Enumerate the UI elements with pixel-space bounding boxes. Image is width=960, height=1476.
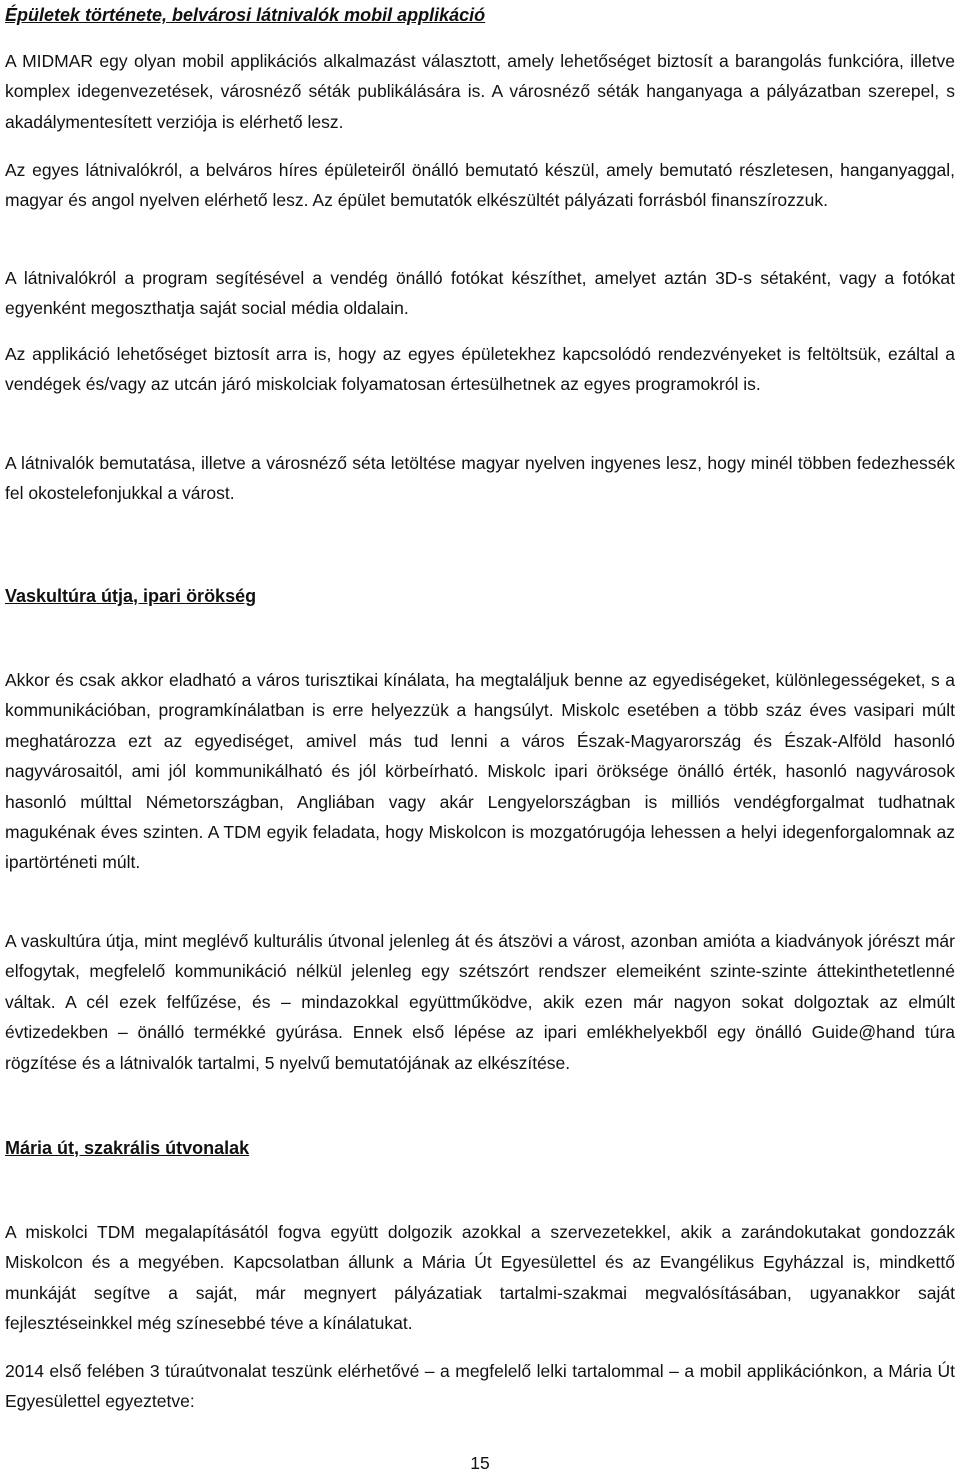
paragraph-free-download: A látnivalók bemutatása, illetve a városnéző séta letöltése magyar nyelven ingyenes lesz, hogy minél többen fedezhessék fel okostelefonjukkal a várost.	[5, 453, 955, 504]
paragraph-events-upload: Az applikáció lehetőséget biztosít arra is, hogy az egyes épületekhez kapcsolódó rendezvényeket is feltöltsük, ezáltal a vendégek és/vagy az utcán járó miskolciak folyamatosan értesülhetnek az egyes programokról is.	[5, 344, 955, 395]
paragraph-iron-route: A vaskultúra útja, mint meglévő kulturális útvonal jelenleg át és átszövi a várost, azonban amióta a kiadványok jórészt már elfogytak, megfelelő kommunikáció nélkül jelenleg egy szétszórt rendszer elemeiként szinte-szinte áttekinthetetlenné váltak. A cél ezek felfűzése, és – mindazokkal együttműködve, akik ezen már nagyon sokat dolgoztak az elmúlt évtizedekben – önálló termékké gyúrása. Ennek első lépése az ipari emlékhelyekből egy önálló Guide@hand túra rögzítése és a látnivalók tartalmi, 5 nyelvű bemutatójának az elkészítése.	[5, 931, 955, 1073]
paragraph-industrial-heritage: Akkor és csak akkor eladható a város turisztikai kínálata, ha megtaláljuk benne az egyediségeket, különlegességeket, s a kommunikációban, programkínálatban is erre helyezzük a hangsúlyt. Miskolc esetében a több száz éves vasipari múlt meghatározza ezt az egyediséget, amivel más tud lenni a város Észak-Magyarország és Észak-Alföld hasonló nagyvárosaitól, ami jól kommunikálható és jól körbeírható. Miskolc ipari öröksége önálló érték, hasonló nagyvárosok hasonló múlttal Németországban, Angliában vagy akár Lengyelországban is milliós vendégforgalmat tudhatnak magukénak éves szinten. A TDM egyik feladata, hogy Miskolcon is mozgatórugója lehessen a helyi idegenforgalomnak az ipartörténeti múlt.	[5, 670, 955, 873]
page-number: 15	[470, 1453, 490, 1473]
paragraph-tour-routes-2014: 2014 első felében 3 túraútvonalat teszünk elérhetővé – a megfelelő lelki tartalommal – a mobil applikációnkon, a Mária Út Egyesülettel egyeztetve:	[5, 1361, 955, 1412]
paragraph-pilgrim-routes: A miskolci TDM megalapításától fogva együtt dolgozik azokkal a szervezetekkel, akik a zarándokutakat gondozzák Miskolcon és a megyében. Kapcsolatban állunk a Mária Út Egyesülettel és az Evangélikus Egyházzal is, mindkettő munkáját segítve a saját, már megnyert pályázatiak tartalmi-szakmai megvalósításában, ugyanakkor saját fejlesztéseinkkel még színesebbé téve a kínálatukat.	[5, 1222, 955, 1334]
section-title-iron-culture: Vaskultúra útja, ipari örökség	[5, 586, 257, 606]
paragraph-midmar-app: A MIDMAR egy olyan mobil applikációs alkalmazást választott, amely lehetőséget biztosít a barangolás funkcióra, illetve komplex idegenvezetések, városnéző séták publikálására is. A városnéző séták hanganyaga a pályázatban szerepel, s akadálymentesített verziója is elérhető lesz.	[5, 51, 955, 132]
document-page	[5, 0, 955, 1476]
paragraph-sights-presentation: Az egyes látnivalókról, a belváros híres épületeiről önálló bemutató készül, amely bemutató részletesen, hanganyaggal, magyar és angol nyelven elérhető lesz. Az épület bemutatók elkészültét pályázati forrásból finanszírozzuk.	[5, 160, 955, 211]
section-title-maria-route: Mária út, szakrális útvonalak	[5, 1138, 250, 1158]
section-title-buildings-app: Épületek története, belvárosi látnivalók mobil applikáció	[5, 5, 486, 25]
paragraph-photos-sharing: A látnivalókról a program segítésével a vendég önálló fotókat készíthet, amelyet aztán 3D-s sétaként, vagy a fotókat egyenként megoszthatja saját social média oldalain.	[5, 268, 955, 319]
